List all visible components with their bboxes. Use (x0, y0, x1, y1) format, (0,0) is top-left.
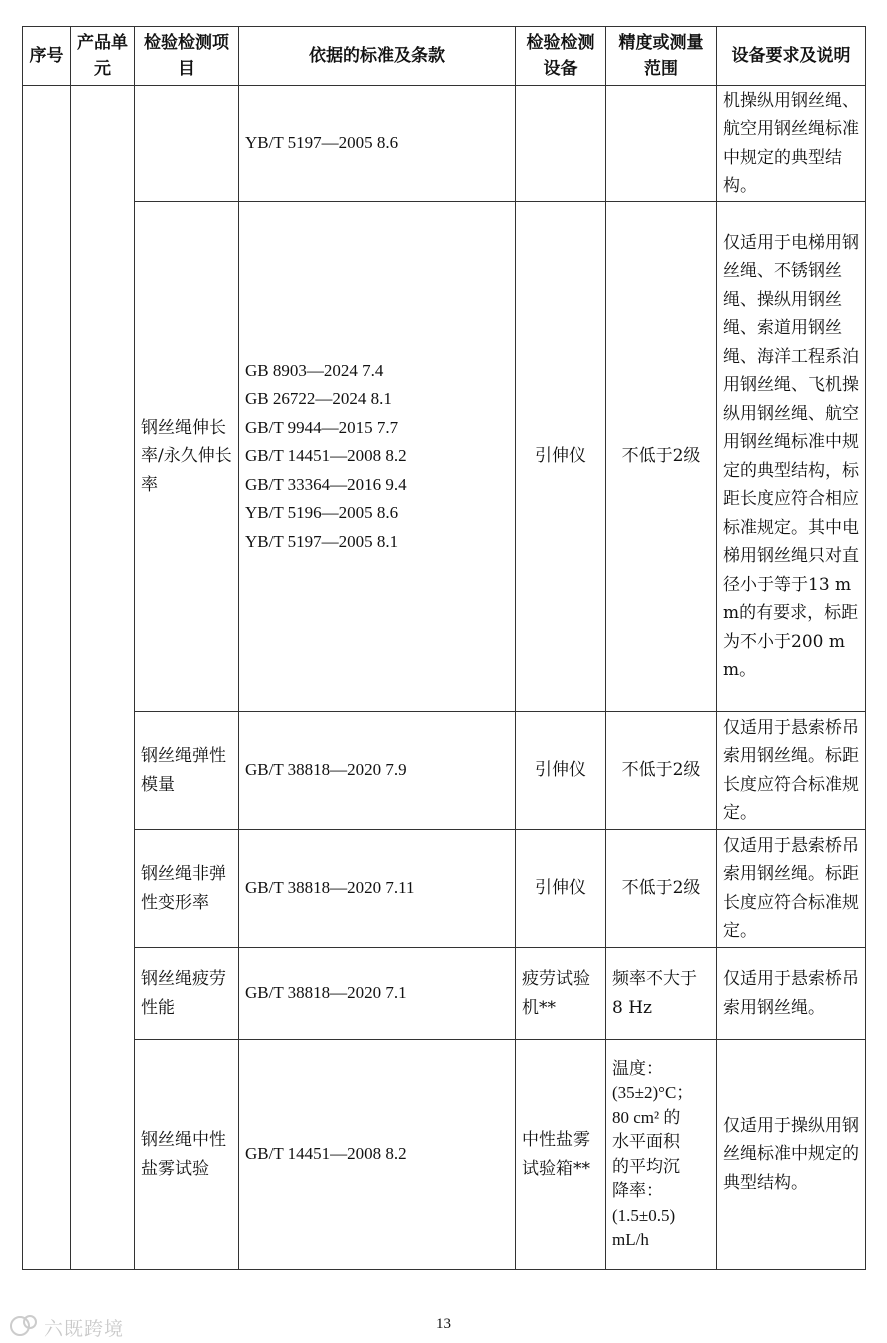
precision-cell (606, 202, 717, 712)
table-row (23, 1040, 866, 1270)
precision-line: (35±2)°C； (612, 1083, 694, 1102)
precision-cell (606, 712, 717, 830)
precision-line: 降率： (612, 1181, 663, 1200)
standard-line: GB/T 33364—2016 9.4 (245, 474, 407, 494)
equipment-cell (516, 86, 606, 202)
item-cell: 钢丝绳弹性模量 (135, 712, 239, 830)
header-remark: 设备要求及说明 (717, 27, 866, 86)
standard-cell (239, 948, 516, 1040)
standard-line: GB/T 38818—2020 7.1 (245, 983, 407, 1003)
equipment-cell: 引伸仪 (516, 202, 606, 712)
remark-cell: 仅适用于悬索桥吊索用钢丝绳。标距长度应符合标准规定。 (717, 712, 866, 830)
remark-cell: 仅适用于悬索桥吊索用钢丝绳。 (717, 948, 866, 1040)
table-row (23, 202, 866, 712)
standard-line: GB/T 9944—2015 7.7 (245, 417, 399, 437)
table-row (23, 86, 866, 202)
equipment-cell: 中性盐雾试验箱** (516, 1040, 606, 1270)
item-cell (135, 86, 239, 202)
standard-line: GB/T 14451—2008 8.2 (245, 446, 407, 466)
header-unit: 产品单元 (71, 27, 135, 86)
standard-cell (239, 202, 516, 712)
precision-line: (1.5±0.5) (612, 1205, 676, 1225)
unit-cell (71, 86, 135, 1270)
header-row (23, 27, 866, 86)
equipment-cell: 引伸仪 (516, 830, 606, 948)
standard-line: GB/T 14451—2008 8.2 (245, 1144, 407, 1164)
inspection-table (22, 26, 866, 1270)
item-cell: 钢丝绳中性盐雾试验 (135, 1040, 239, 1270)
standard-line: YB/T 5197—2005 8.6 (245, 133, 399, 153)
item-cell: 钢丝绳疲劳性能 (135, 948, 239, 1040)
precision-line: 不低于2级 (621, 878, 701, 899)
standard-line: GB 26722—2024 8.1 (245, 389, 392, 409)
precision-cell (606, 1040, 717, 1270)
standard-cell (239, 712, 516, 830)
page-number: 13 (436, 1316, 451, 1332)
seq-cell (23, 86, 71, 1270)
precision-cell (606, 830, 717, 948)
precision-line: 的平均沉 (612, 1156, 680, 1176)
precision-line: mL/h (612, 1230, 649, 1249)
standard-line: GB/T 38818—2020 7.9 (245, 760, 407, 780)
table-row (23, 948, 866, 1040)
precision-line: 水平面积 (612, 1132, 680, 1151)
header-standard: 依据的标准及条款 (239, 27, 516, 86)
precision-line: 频率不大于 8 Hz (612, 969, 697, 1018)
header-item: 检验检测项目 (135, 27, 239, 86)
header-equipment: 检验检测设备 (516, 27, 606, 86)
precision-cell (606, 948, 717, 1040)
standard-line: GB 8903—2024 7.4 (245, 360, 384, 380)
table-row (23, 830, 866, 948)
remark-cell: 仅适用于操纵用钢丝绳标准中规定的典型结构。 (717, 1040, 866, 1270)
standard-line: YB/T 5197—2005 8.1 (245, 531, 399, 551)
standard-line: YB/T 5196—2005 8.6 (245, 503, 399, 523)
precision-line: 80 cm² 的 (612, 1107, 681, 1127)
header-precision: 精度或测量范围 (606, 27, 717, 86)
equipment-cell: 疲劳试验机** (516, 948, 606, 1040)
item-cell: 钢丝绳伸长率/永久伸长率 (135, 202, 239, 712)
precision-line: 不低于2级 (621, 446, 701, 467)
remark-cell: 仅适用于悬索桥吊索用钢丝绳。标距长度应符合标准规定。 (717, 830, 866, 948)
watermark-logo-icon (8, 1312, 42, 1338)
item-cell: 钢丝绳非弹性变形率 (135, 830, 239, 948)
header-seq: 序号 (23, 27, 71, 86)
precision-line: 温度： (612, 1058, 663, 1078)
remark-cell: 仅适用于电梯用钢丝绳、不锈钢丝绳、操纵用钢丝绳、索道用钢丝绳、海洋工程系泊用钢丝绳、飞机操纵用钢丝绳、航空用钢丝绳标准中规定的典型结构，标距长度应符合相应标准规定。其中电梯用钢丝绳只对直径小于等于13 mm的有要求，标距为不小于200 mm。 (717, 202, 866, 712)
table-row (23, 712, 866, 830)
equipment-cell: 引伸仪 (516, 712, 606, 830)
standard-cell (239, 830, 516, 948)
precision-line: 不低于2级 (621, 760, 701, 781)
standard-cell (239, 1040, 516, 1270)
precision-cell (606, 86, 717, 202)
standard-cell (239, 86, 516, 202)
remark-cell: 机操纵用钢丝绳、航空用钢丝绳标准中规定的典型结构。 (717, 86, 866, 202)
watermark (8, 1312, 128, 1340)
standard-line: GB/T 38818—2020 7.11 (245, 878, 415, 898)
watermark-text: 六既跨境 (44, 1318, 125, 1340)
